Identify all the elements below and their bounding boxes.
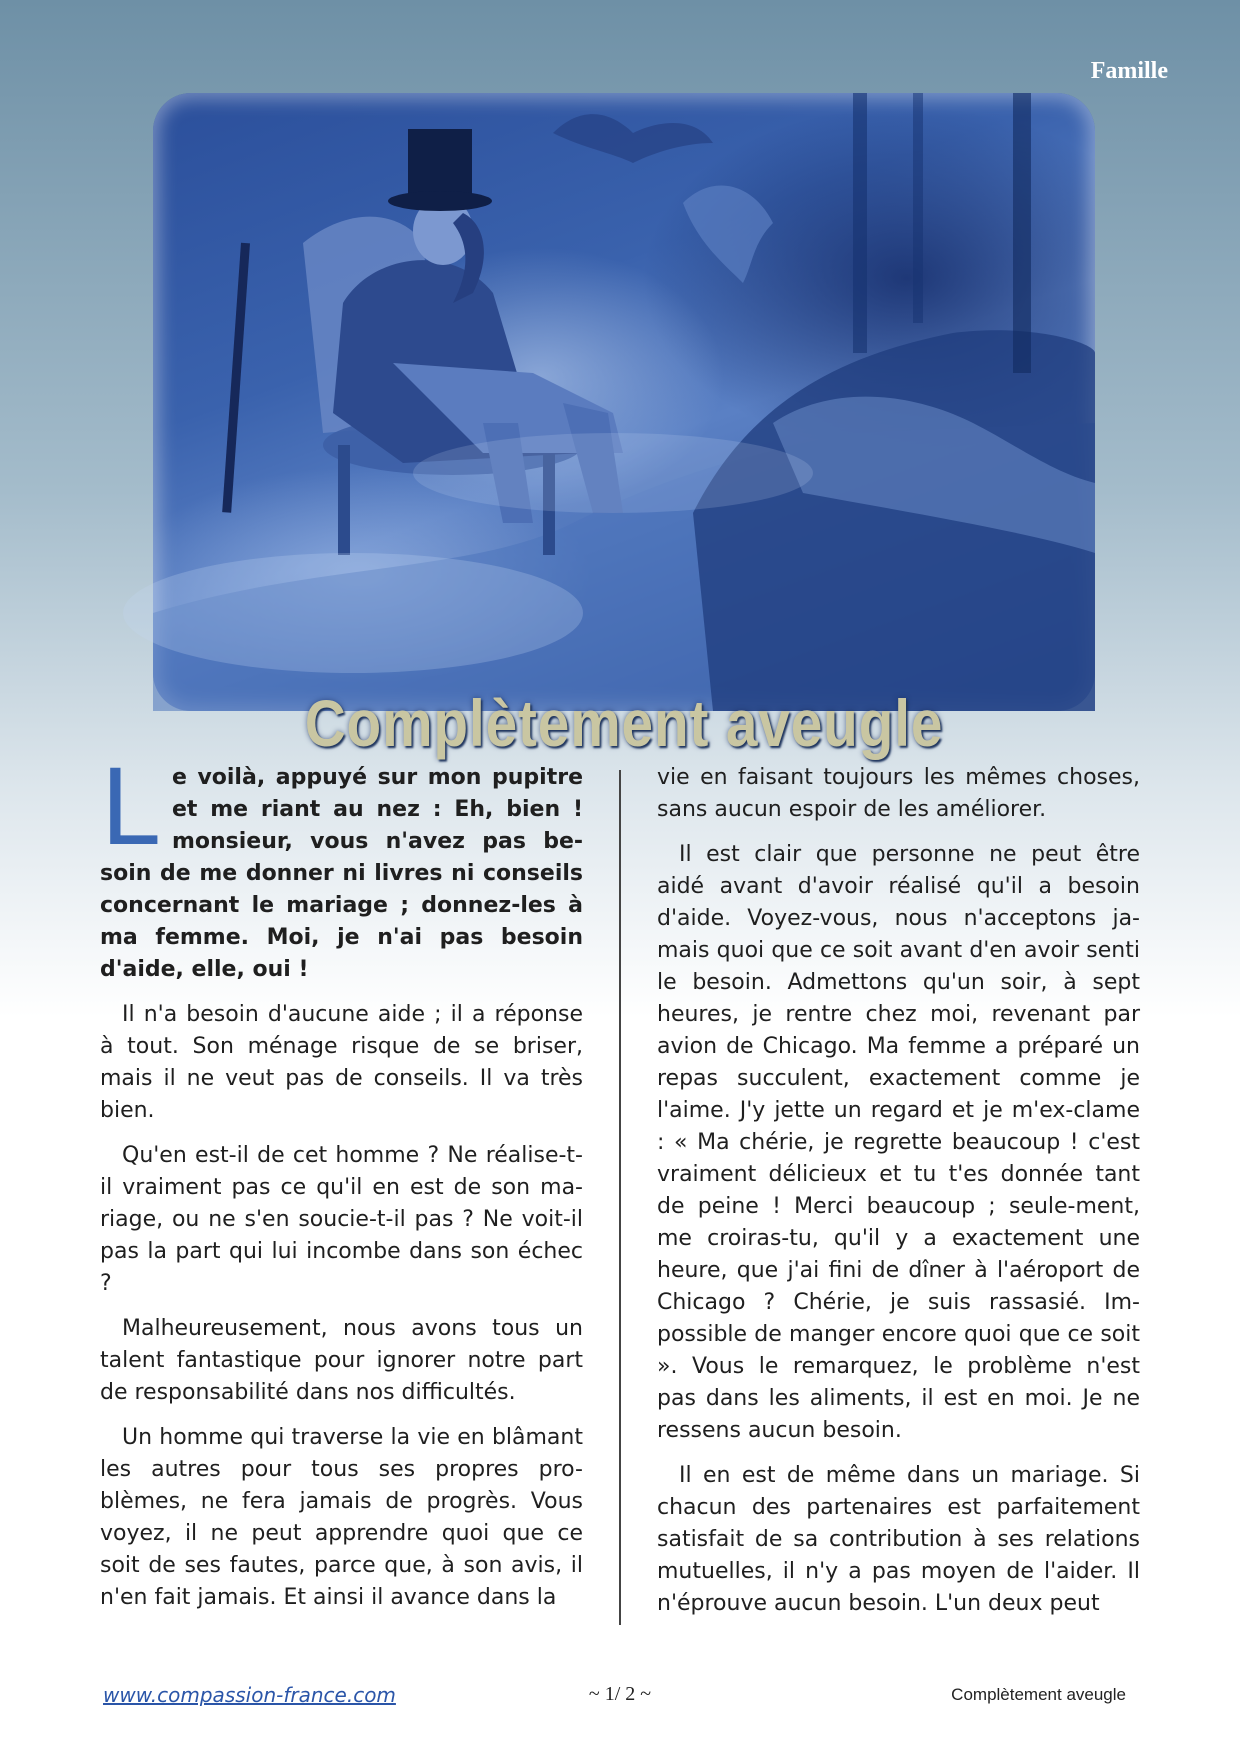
article-title: Complètement aveugle: [304, 686, 944, 760]
paragraph: Il en est de même dans un mariage. Si chacun des partenaires est parfaitement satisfait de sa contribution à ses relations mutuelles, il n'y a pas moyen de l'aider. Il n'éprouve aucun besoin. L'un deux peut: [657, 1463, 1140, 1616]
paragraph: Qu'en est-il de cet homme ? Ne réalise-t-il vraiment pas ce qu'il en est de son ma-riage, ou ne s'en soucie-t-il pas ? Ne voit-il pas la part qui lui incombe dans son échec ?: [100, 1143, 583, 1296]
paragraph: Malheureusement, nous avons tous un talent fantastique pour ignorer notre part de responsabilité dans nos difficultés.: [100, 1316, 583, 1405]
lead-paragraph: [100, 747, 583, 986]
paragraph: Il n'a besoin d'aucune aide ; il a réponse à tout. Son ménage risque de se briser, mais il ne veut pas de conseils. Il va très bien.: [100, 1002, 583, 1123]
article-column-right: [657, 762, 1140, 1633]
lead-text: e voilà, appuyé sur mon pupitre et me riant au nez : Eh, bien ! monsieur, vous n'avez pas be-soin de me donner ni livres ni conseils concernant le mariage ; donnez-les à ma femme. Moi, je n'ai pas besoin d'aide, elle, oui !: [100, 765, 583, 982]
hero-illustration: [153, 93, 1095, 711]
page-number: ~ 1/ 2 ~: [588, 1683, 652, 1705]
paragraph: Il est clair que personne ne peut être aidé avant d'avoir réalisé qu'il a besoin d'aide. Voyez-vous, nous n'acceptons ja-mais quoi que ce soit avant d'en avoir senti le besoin. Admettons qu'un soir, à sept heures, je rentre chez moi, revenant par avion de Chicago. Ma femme a préparé un repas succulent, exactement comme je l'aime. J'y jette un regard et je m'ex-clame : « Ma chérie, je regrette beaucoup ! c'est vraiment délicieux et tu t'es donnée tant de peine ! Merci beaucoup ; seule-ment, me croiras-tu, qu'il y a exactement une heure, que j'ai fini de dîner à l'aéroport de Chicago ? Chérie, je suis rassasié. Im-possible de manger encore quoi que ce soit ». Vous le remarquez, le problème n'est pas dans les aliments, il est en moi. Je ne ressens aucun besoin.: [657, 842, 1140, 1443]
paragraph: Un homme qui traverse la vie en blâmant les autres pour tous ses propres pro-blèmes, ne fera jamais de progrès. Vous voyez, il ne peut apprendre quoi que ce soit de ses fautes, parce que, à son avis, il n'en fait jamais. Et ainsi il avance dans la: [100, 1425, 583, 1610]
category-label: Famille: [1090, 58, 1168, 84]
paragraph: vie en faisant toujours les mêmes choses, sans aucun espoir de les améliorer.: [657, 765, 1140, 822]
footer-website-link[interactable]: www.compassion-france.com: [103, 1683, 396, 1707]
drop-cap: L: [100, 747, 158, 869]
hero-banner: [153, 93, 1095, 760]
footer-title: Complètement aveugle: [951, 1685, 1126, 1704]
article-column-left: [100, 747, 583, 1627]
column-divider: [619, 770, 621, 1625]
